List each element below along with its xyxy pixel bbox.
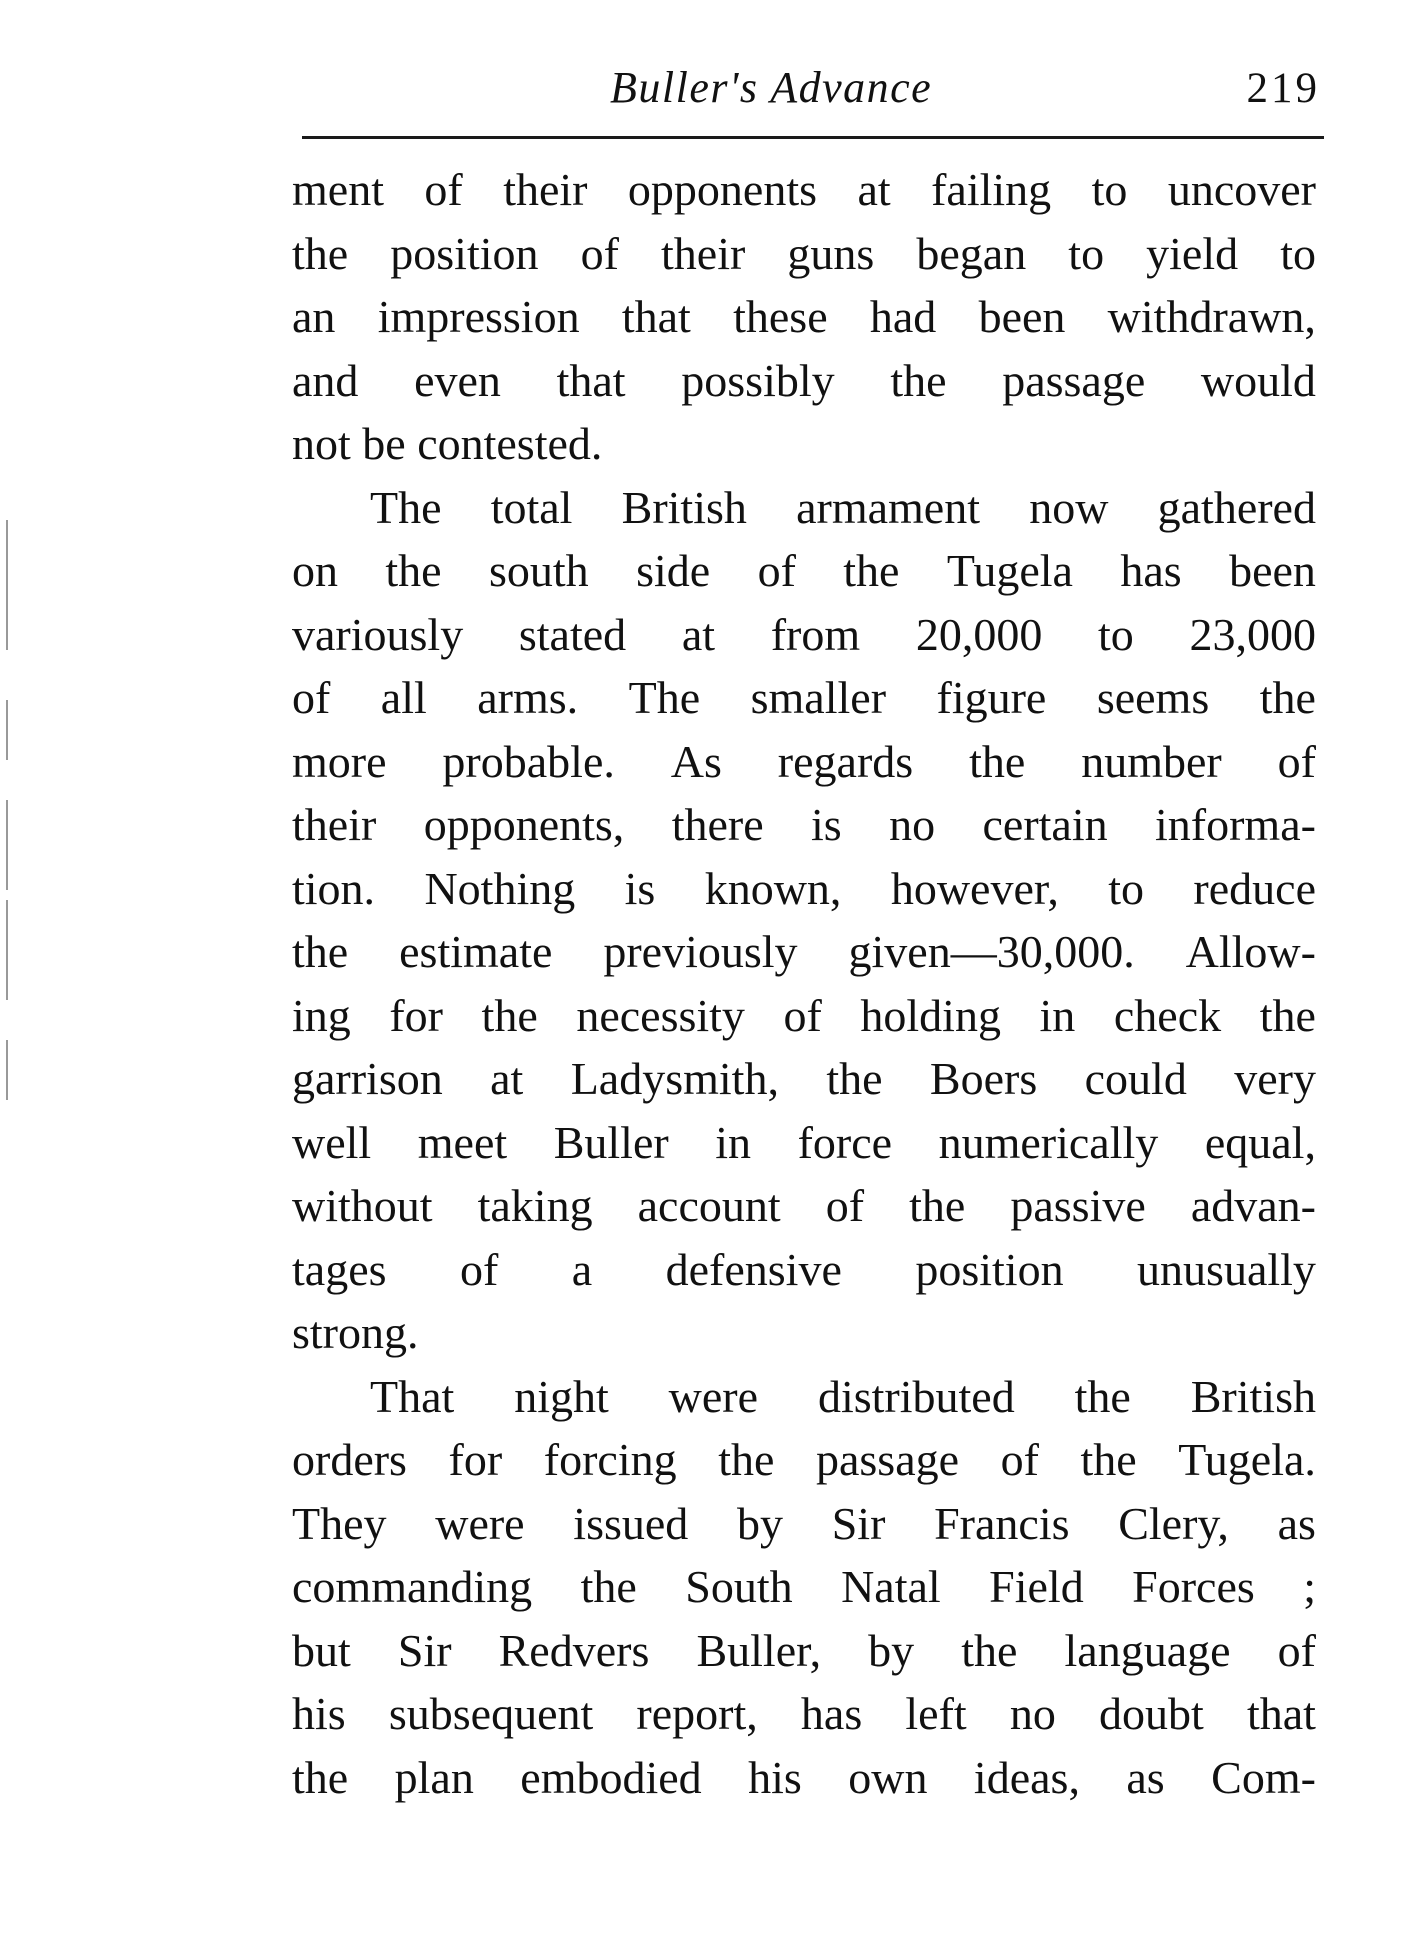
- running-title: Buller's Advance: [610, 63, 933, 112]
- text-line: on the south side of the Tugela has been: [292, 545, 1316, 596]
- text-line: an impression that these had been withdrawn,: [292, 291, 1316, 342]
- text-line: more probable. As regards the number of: [292, 735, 1316, 787]
- text-line: ing for the necessity of holding in check the: [292, 989, 1316, 1041]
- text-line: their opponents, there is no certain informa-: [292, 799, 1316, 850]
- text-line: garrison at Ladysmith, the Boers could very: [292, 1053, 1316, 1104]
- text-line: but Sir Redvers Buller, by the language of: [292, 1624, 1316, 1676]
- text-line: variously stated at from 20,000 to 23,000: [292, 608, 1316, 660]
- header-rule: [302, 136, 1324, 139]
- running-head: [300, 62, 1320, 122]
- text-line: commanding the South Natal Field Forces ;: [292, 1561, 1316, 1612]
- text-line: tages of a defensive position unusually: [292, 1243, 1316, 1295]
- gutter-scan-marks: [0, 0, 30, 1945]
- text-line: strong.: [292, 1307, 419, 1358]
- text-line: They were issued by Sir Francis Clery, as: [292, 1497, 1316, 1549]
- text-line: not be contested.: [292, 418, 603, 469]
- text-line: his subsequent report, has left no doubt that: [292, 1688, 1316, 1739]
- text-line: That night were distributed the British: [370, 1370, 1316, 1422]
- text-line: ment of their opponents at failing to uncover: [292, 164, 1316, 215]
- body-text: [292, 158, 1316, 1809]
- paragraph-2: [292, 476, 1316, 1365]
- text-line: of all arms. The smaller figure seems the: [292, 672, 1316, 723]
- paragraph-1: [292, 158, 1316, 476]
- text-line: without taking account of the passive advan-: [292, 1180, 1316, 1231]
- text-line: orders for forcing the passage of the Tugela.: [292, 1434, 1316, 1485]
- paragraph-3: [292, 1365, 1316, 1810]
- text-line: well meet Buller in force numerically equal,: [292, 1116, 1316, 1168]
- page-number: 219: [1246, 65, 1320, 112]
- text-line: the plan embodied his own ideas, as Com-: [292, 1751, 1316, 1803]
- text-line: the estimate previously given—30,000. Allow-: [292, 926, 1316, 977]
- text-line: The total British armament now gathered: [370, 481, 1316, 533]
- text-line: the position of their guns began to yield to: [292, 227, 1316, 279]
- text-line: tion. Nothing is known, however, to reduce: [292, 862, 1316, 914]
- text-line: and even that possibly the passage would: [292, 354, 1316, 406]
